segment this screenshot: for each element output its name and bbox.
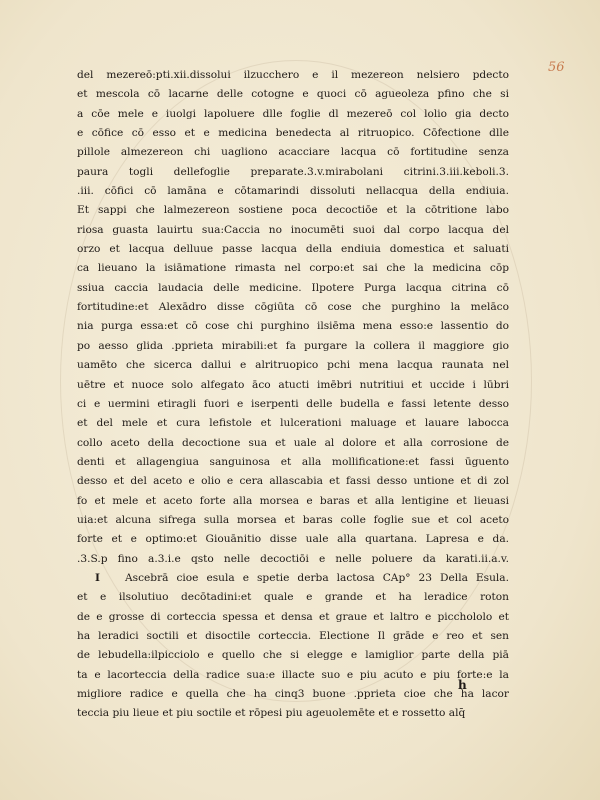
text-line: et del mele et cura lefistole et lulcerationi maluage et lauare labocca	[77, 417, 509, 430]
text-line: fo et mele et aceto forte alla morsea e baras et alla lentigine et lieuasi	[77, 494, 509, 507]
text-line: paura togli dellefoglie preparate.3.v.mirabolani citrini.3.iii.keboli.3.	[77, 165, 509, 178]
text-line: uia:et alcuna sifrega sulla morsea et baras colle foglie sue et col aceto	[77, 513, 509, 526]
text-line: ha leradici soctili et disoctile corteccia. Electione Il grāde e reo et sen	[77, 629, 509, 642]
chapter-heading-line	[77, 569, 509, 588]
text-line: fortitudine:et Alexādro disse cōgiūta cō cose che purghino la melāco	[77, 301, 509, 314]
text-line: riosa guasta lauirtu sua:Caccia no inocumēti suoi dal corpo lacqua del	[77, 223, 509, 236]
text-line: de lebudella:ilpicciolo e quello che si elegge e lamiglior parte della piā	[77, 649, 509, 662]
text-line: collo aceto della decoctione sua et uale al dolore et alla corrosione de	[77, 436, 509, 449]
text-line: forte et e optimo:et Giouānitio disse uale alla quartana. Lapresa e da.	[77, 533, 509, 546]
text-line: migliore radice e quella che ha cinq3 buone .pprieta cioe che ha lacor	[77, 688, 509, 700]
text-line: nia purga essa:et cō cose chi purghino ilsiēma mena esso:e lassentio do	[77, 320, 509, 333]
text-line: ssiua caccia laudacia delle medicine. Ilpotere Purga lacqua citrina cō	[77, 281, 509, 294]
text-line: Et sappi che lalmezereon sostiene poca decoctiōe et la cōtritione labo	[77, 204, 509, 217]
text-line: desso et del aceto e olio e cera allascabia et fassi desso untione et di zol	[77, 475, 509, 488]
text-line: et e ilsolutiuo decōtadini:et quale e grande et ha leradice roton	[77, 591, 509, 604]
chapter-heading: Ascebrā cioe esula e spetie derba lactosa CAp° 23 Della Esula.	[125, 571, 509, 584]
text-line: .3.S.p fino a.3.i.e qsto nelle decoctiōi e nelle poluere da karati.ii.a.v.	[77, 552, 509, 565]
folio-number: 56	[548, 60, 565, 75]
text-line: po aesso glida .pprieta mirabili:et fa purgare la collera il maggiore gio	[77, 339, 509, 352]
chapter-initial: I	[95, 571, 100, 584]
text-line: de e grosse di corteccia spessa et densa et graue et laltro e picchololo et	[77, 610, 509, 623]
text-line: ca lieuano la isiāmatione rimasta nel corpo:et sai che la medicina cōp	[77, 262, 509, 275]
text-line: orzo et lacqua delluue passe lacqua della endiuia domestica et saluati	[77, 243, 509, 256]
signature-mark: h	[458, 678, 467, 692]
text-line: ta e lacorteccia della radice sua:e illacte suo e piu acuto e piu forte:e la	[77, 668, 509, 681]
text-line: e cōfice cō esso et e medicina benedecta al ritruopico. Cōfectione dlle	[77, 127, 509, 140]
text-block	[77, 66, 509, 724]
text-line: pillole almezereon chi uagliono acacciare lacqua cō fortitudine senza	[77, 146, 509, 159]
text-line: teccia piu lieue et piu soctile et rōpesi piu ageuolemēte et e rossetto alq̄	[77, 707, 466, 720]
text-line: uamēto che sicerca dallui e alritruopico pchi mena lacqua raunata nel	[77, 359, 509, 372]
text-line: .iii. cōfici cō lamāna e cōtamarindi dissoluti nellacqua della endiuia.	[77, 185, 509, 198]
text-line: a cōe mele e iuolgi lapoluere dlle foglie dl mezereō col lolio gia decto	[77, 107, 509, 120]
text-line: del mezereō:pti.xii.dissolui ilzucchero e il mezereon nelsiero pdecto	[77, 69, 509, 81]
text-line: et mescola cō lacarne delle cotogne e quoci cō agueoleza pfino che si	[77, 88, 509, 101]
text-line: ci e uermini etiragli fuori e iserpenti delle budella e fassi letente desso	[77, 397, 509, 410]
text-line: denti et allagengiua sanguinosa et alla mollificatione:et fassi ūguento	[77, 455, 509, 468]
text-line: uētre et nuoce solo alfegato āco atucti imēbri nutritiui et uccide i lūbri	[77, 378, 509, 391]
